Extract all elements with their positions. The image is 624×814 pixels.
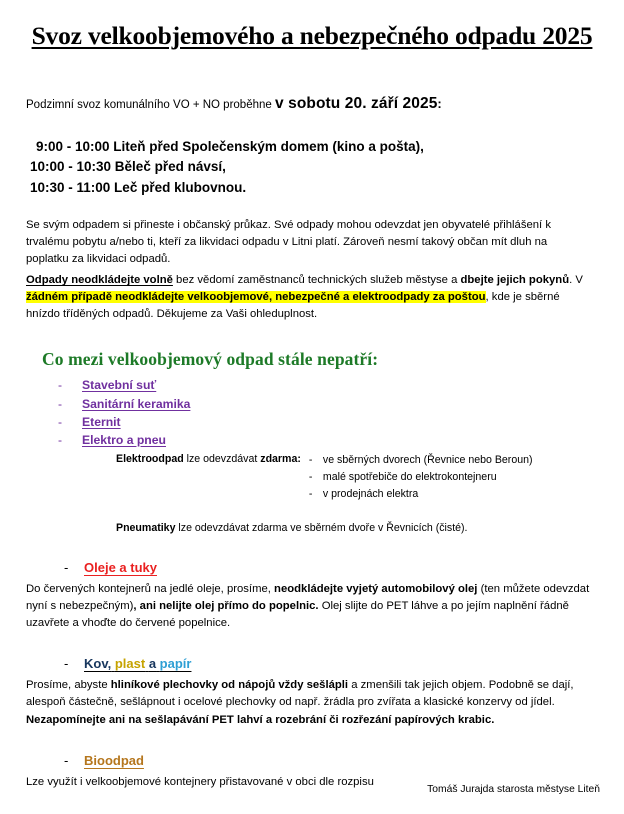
electro-details xyxy=(24,449,600,503)
section-label-metals xyxy=(84,656,191,671)
rules-highlighted-warning: žádném případě neodkládejte velkoobjemové, nebezpečné a elektroodpady za poštou xyxy=(26,291,486,304)
electro-lead-mid: lze odevzdávat xyxy=(183,452,261,465)
list-item xyxy=(309,452,533,469)
schedule-list xyxy=(24,115,600,199)
section-label-oils: Oleje a tuky xyxy=(84,559,157,575)
paragraph-oils xyxy=(24,577,600,632)
list-item xyxy=(24,413,600,431)
list-item-label: Sanitární keramika xyxy=(82,396,191,411)
rules-emphasis-1: Odpady neodkládejte volně xyxy=(26,273,173,286)
paragraph-rules xyxy=(24,268,600,323)
dash-bullet-icon: - xyxy=(64,559,69,575)
paragraph-bio: Lze využít i velkoobjemové kontejnery přistavované v obci dle rozpisu xyxy=(26,775,374,788)
metals-emphasis-2: Nezapomínejte ani na sešlapávání PET lahví a rozebrání či rozřezání papírových krabic. xyxy=(26,713,495,726)
rules-text-3: , kde je sběrné hnízdo tříděných odpadů. Děkujeme za Vaši ohleduplnost. xyxy=(26,291,560,321)
dash-bullet-icon: - xyxy=(308,453,313,466)
electro-lead-bold: Elektroodpad xyxy=(116,452,184,465)
metals-text-2: a zmenšili tak jejich objem. Podobně se dají, alespoň částečně, sešlápnout i ocelové plechovky od např. žrádla pro zvířata a klasické konzervy od jídel. xyxy=(26,679,574,709)
not-accepted-list xyxy=(24,370,600,448)
oils-text-1: Do červených kontejnerů na jedlé oleje, prosíme, xyxy=(26,582,275,595)
list-item xyxy=(309,486,533,503)
section-heading-bio xyxy=(24,729,600,770)
metals-emphasis-1: hliníkové plechovky od nápojů vždy sešlápli xyxy=(110,679,349,692)
oils-emphasis-1: neodkládejte vyjetý automobilový olej xyxy=(274,582,478,595)
dash-bullet-icon: - xyxy=(308,487,313,500)
pneumatiky-text: lze odevzdávat zdarma ve sběrném dvoře v Řevnicích (čisté). xyxy=(175,522,468,535)
dash-bullet-icon: - xyxy=(64,656,69,672)
pneumatiky-note xyxy=(24,503,600,536)
section-heading-oils xyxy=(24,536,600,577)
dash-bullet-icon: - xyxy=(58,414,63,429)
paragraph-identification: Se svým odpadem si přineste i občanský průkaz. Své odpady mohou odevzdat jen obyvatelé přihlášení k trvalému pobytu a/nebo ti, kteří za likvidaci odpadu v Litni platí. Zároveň nesmí takový občan mít dluh na poplatku za likvidaci odpadů. xyxy=(26,218,551,265)
section-label-bio: Bioodpad xyxy=(84,752,144,768)
list-item xyxy=(24,376,600,394)
rules-text-2: . V xyxy=(569,273,583,286)
list-item xyxy=(24,395,600,413)
metals-label-kov: Kov, xyxy=(84,656,112,672)
electro-lead-free: zdarma: xyxy=(260,452,301,465)
section-heading-metals xyxy=(24,632,600,673)
electro-dropoff-list xyxy=(309,452,533,503)
paragraph-metals xyxy=(24,673,600,728)
schedule-row: 9:00 - 10:00 Liteň před Společenským domem (kino a pošta), xyxy=(36,138,424,154)
electro-lead xyxy=(116,452,309,467)
collection-date: v sobotu 20. září 2025 xyxy=(274,95,438,113)
oils-text-3: Olej slijte do PET láhve a po jejím naplnění řádně uzavřete a vhoďte do červené popelnice. xyxy=(26,599,569,630)
schedule-row: 10:30 - 11:00 Leč před klubovnou. xyxy=(30,180,247,195)
oils-text-2: (ten můžete odevzdat nyní s nebezpečným) xyxy=(26,582,590,612)
metals-text-1: Prosíme, abyste xyxy=(26,679,111,692)
rules-emphasis-2: dbejte jejich pokynů xyxy=(460,273,570,286)
metals-label-conj: a xyxy=(148,656,157,672)
metals-label-papir: papír xyxy=(159,656,192,672)
list-item-label: v prodejnách elektra xyxy=(322,487,419,500)
list-item-label: Eternit xyxy=(82,414,121,429)
page-title: Svoz velkoobjemového a nebezpečného odpadu 2025 xyxy=(31,21,593,50)
metals-label-plast: plast xyxy=(114,656,146,672)
intro-colon: : xyxy=(437,96,442,112)
dash-bullet-icon: - xyxy=(308,470,313,483)
dash-bullet-icon: - xyxy=(58,432,63,447)
dash-bullet-icon: - xyxy=(58,396,63,411)
footer-signature: Tomáš Jurajda starosta městyse Liteň xyxy=(427,783,600,795)
schedule-row: 10:00 - 10:30 Běleč před návsí, xyxy=(30,159,226,175)
oils-emphasis-2: , ani nelijte olej přímo do popelnic. xyxy=(133,599,319,612)
list-item-label: Elektro a pneu xyxy=(82,432,166,447)
list-item-label: Stavební suť xyxy=(82,378,157,393)
list-item xyxy=(309,469,533,486)
intro-line xyxy=(24,50,600,115)
list-item-label: ve sběrných dvorech (Řevnice nebo Beroun) xyxy=(322,453,533,466)
pneumatiky-bold: Pneumatiky xyxy=(116,522,176,535)
list-item-label: malé spotřebiče do elektrokontejneru xyxy=(322,470,497,483)
section-heading-not-accepted: Co mezi velkoobjemový odpad stále nepatří: xyxy=(42,349,379,370)
dash-bullet-icon: - xyxy=(64,752,69,768)
intro-lead: Podzimní svoz komunálního VO + NO proběhne xyxy=(26,99,275,112)
dash-bullet-icon: - xyxy=(58,378,63,393)
rules-text-1: bez vědomí zaměstnanců technických služeb městyse a xyxy=(172,273,461,286)
electro-row xyxy=(116,452,600,503)
list-item xyxy=(24,431,600,449)
